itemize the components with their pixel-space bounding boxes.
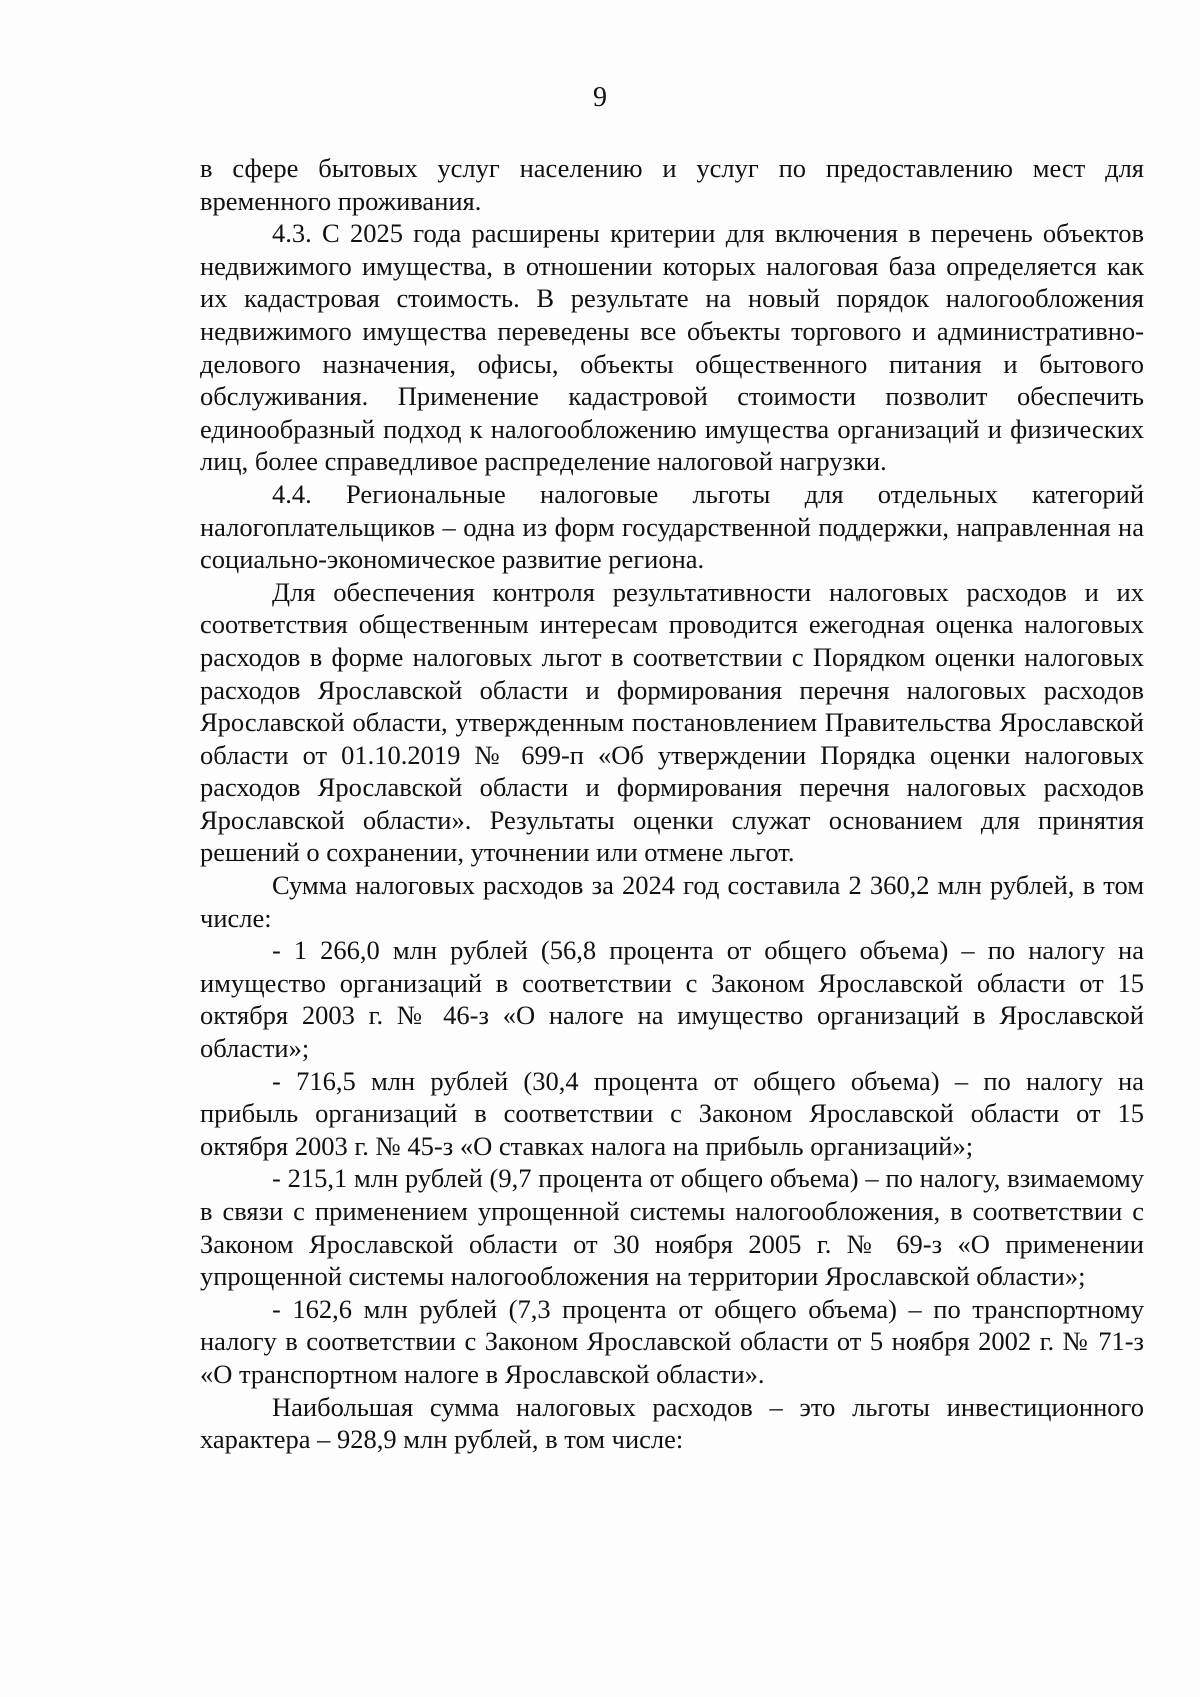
list-item-profit-tax: - 716,5 млн рублей (30,4 процента от общего объема) – по налогу на прибыль организаций в соответствии с Законом Ярославской области от 15 октября 2003 г. № 45-з «О ставках налога на прибыль организаций»; <box>200 1065 1144 1161</box>
paragraph-4-3: 4.3. С 2025 года расширены критерии для включения в перечень объектов недвижимого имущества, в отношении которых налоговая база определяется как их кадастровая стоимость. В результате на новый порядок налогообложения недвижимого имущества переведены все объекты торгового и административно-делового назначения, офисы, объекты общественного питания и бытового обслуживания. Применение кадастровой стоимости позволит обеспечить единообразный подход к налогообложению имущества организаций и физических лиц, более справедливое распределение налоговой нагрузки. <box>200 218 1144 477</box>
paragraph-continuation: в сфере бытовых услуг населению и услуг по предоставлению мест для временного проживания. <box>200 153 1144 216</box>
paragraph-investment: Наибольшая сумма налоговых расходов – это льготы инвестиционного характера – 928,9 млн рублей, в том числе: <box>200 1391 1144 1455</box>
paragraph-total: Сумма налоговых расходов за 2024 год составила 2 360,2 млн рублей, в том числе: <box>200 870 1144 933</box>
list-item-property-tax: - 1 266,0 млн рублей (56,8 процента от общего объема) – по налогу на имущество организаций в соответствии с Законом Ярославской области от 15 октября 2003 г. № 46-з «О налоге на имущество организаций в Ярославской области»; <box>200 935 1144 1064</box>
paragraph-4-4: 4.4. Региональные налоговые льготы для отдельных категорий налогоплательщиков – одна из форм государственной поддержки, направленная на социально-экономическое развитие региона. <box>200 478 1144 575</box>
list-item-simplified-tax: - 215,1 млн рублей (9,7 процента от общего объема) – по налогу, взимаемому в связи с применением упрощенной системы налогообложения, в соответствии с Законом Ярославской области от 30 ноября 2005 г. № 69-з «О применении упрощенной системы налогообложения на территории Ярославской области»; <box>200 1163 1144 1292</box>
document-body <box>200 152 1144 1456</box>
page-number: 9 <box>593 82 607 113</box>
list-item-transport-tax: - 162,6 млн рублей (7,3 процента от общего объема) – по транспортному налогу в соответствии с Законом Ярославской области от 5 ноября 2002 г. № 71-з «О транспортном налоге в Ярославской области». <box>200 1293 1144 1389</box>
paragraph-evaluation: Для обеспечения контроля результативности налоговых расходов и их соответствия общественным интересам проводится ежегодная оценка налоговых расходов в форме налоговых льгот в соответствии с Порядком оценки налоговых расходов Ярославской области и формирования перечня налоговых расходов Ярославской области, утвержденным постановлением Правительства Ярославской области от 01.10.2019 № 699-п «Об утверждении Порядка оценки налоговых расходов Ярославской области и формирования перечня налоговых расходов Ярославской области». Результаты оценки служат основанием для принятия решений о сохранении, уточнении или отмене льгот. <box>200 576 1144 868</box>
